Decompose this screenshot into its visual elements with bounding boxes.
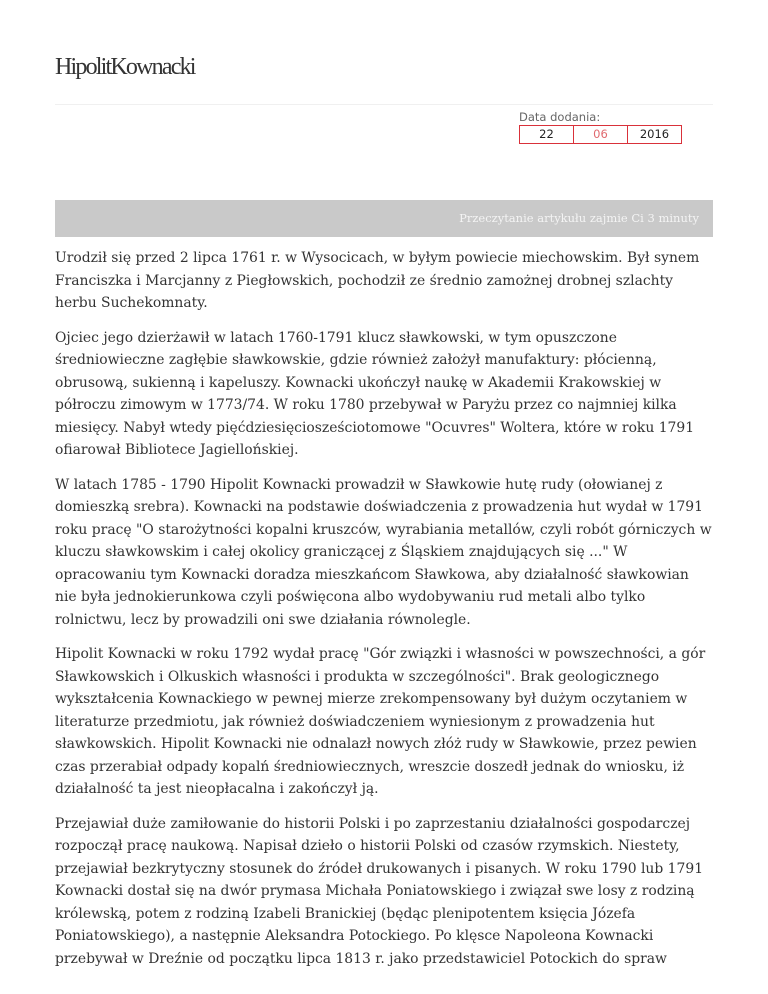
date-day: 22 bbox=[520, 126, 574, 143]
article-paragraph: Ojciec jego dzierżawił w latach 1760-1791 klucz sławkowski, w tym opuszczone średniowieczne zagłębie sławkowskie, gdzie również założył manufaktury: płócienną, obrusową, sukienną i kapeluszy. Kownacki ukończył naukę w Akademii Krakowskiej w półroczu zimowym w 1773/74. W roku 1780 przebywał w Paryżu przez co najmniej kilka miesięcy. Nabył wtedy pięćdziesięciosześciotomowe "Ocuvres" Woltera, które w roku 1791 ofiarował Bibliotece Jagiellońskiej. bbox=[55, 329, 695, 458]
reading-time-text: Przeczytanie artykułu zajmie Ci 3 minuty bbox=[459, 211, 699, 225]
reading-time-bar bbox=[55, 200, 713, 237]
page-title: HipolitKownacki bbox=[55, 54, 195, 80]
article-paragraph: Urodził się przed 2 lipca 1761 r. w Wysocicach, w byłym powiecie miechowskim. Był synem Franciszka i Marcjanny z Piegłowskich, pochodził ze średnio zamożnej drobnej szlachty herbu Suchekomnaty. bbox=[55, 250, 700, 311]
article-paragraph: Przejawiał duże zamiłowanie do historii Polski i po zaprzestaniu działalności gospodarczej rozpoczął pracę naukową. Napisał dzieło o historii Polski od czasów rzymskich. Niestety, przejawiał bezkrytyczny stosunek do źródeł drukowanych i pisanych. W roku 1790 lub 1791 Kownacki dostał się na dwór prymasa Michała Poniatowskiego i związał swe losy z rodziną królewską, potem z rodziną Izabeli Branickiej (będąc plenipotentem księcia Józefa Poniatowskiego), a następnie Aleksandra Potockiego. Po klęsce Napoleona Kownacki przebywał w Dreźnie od początku lipca 1813 r. jako przedstawiciel Potockich do spraw bbox=[55, 815, 704, 967]
article-paragraph: Hipolit Kownacki w roku 1792 wydał pracę "Gór związki i własności w powszechności, a gór Sławkowskich i Olkuskich własności i produkta w szczególności". Brak geologicznego wykształcenia Kownackiego w pewnej mierze zrekompensowany był dużym oczytaniem w literaturze przedmiotu, jak również doświadczeniem wyniesionym z prowadzenia hut sławkowskich. Hipolit Kownacki nie odnalazł nowych złóż rudy w Sławkowie, przez pewien czas przerabiał odpady kopalń średniowiecznych, wreszcie doszedł jednak do wniosku, iż działalność ta jest nieopłacalna i zakończył ją. bbox=[55, 646, 706, 797]
date-year: 2016 bbox=[639, 127, 670, 141]
article-paragraph: W latach 1785 - 1790 Hipolit Kownacki prowadził w Sławkowie hutę rudy (ołowianej z domieszką srebra). Kownacki na podstawie doświadczenia z prowadzenia hut wydał w 1791 roku pracę "O starożytności kopalni kruszców, wyrabiania metallów, czyli robót górniczych w kluczu sławkowskim i całej okolicy graniczącej z Śląskiem znajdujących się ..." W opracowaniu tym Kownacki doradza mieszkańcom Sławkowa, aby działalność sławkowian nie była jednokierunkowa czyli poświęcona albo wydobywaniu rud metali albo tylko rolnictwu, lecz by prowadzili oni swe działania równolegle. bbox=[55, 476, 712, 628]
header-divider bbox=[55, 104, 713, 105]
date-added bbox=[519, 110, 682, 144]
article-body bbox=[55, 247, 713, 982]
date-month: 06 bbox=[574, 126, 628, 143]
date-label: Data dodania: bbox=[519, 110, 601, 124]
date-boxes bbox=[519, 125, 682, 144]
